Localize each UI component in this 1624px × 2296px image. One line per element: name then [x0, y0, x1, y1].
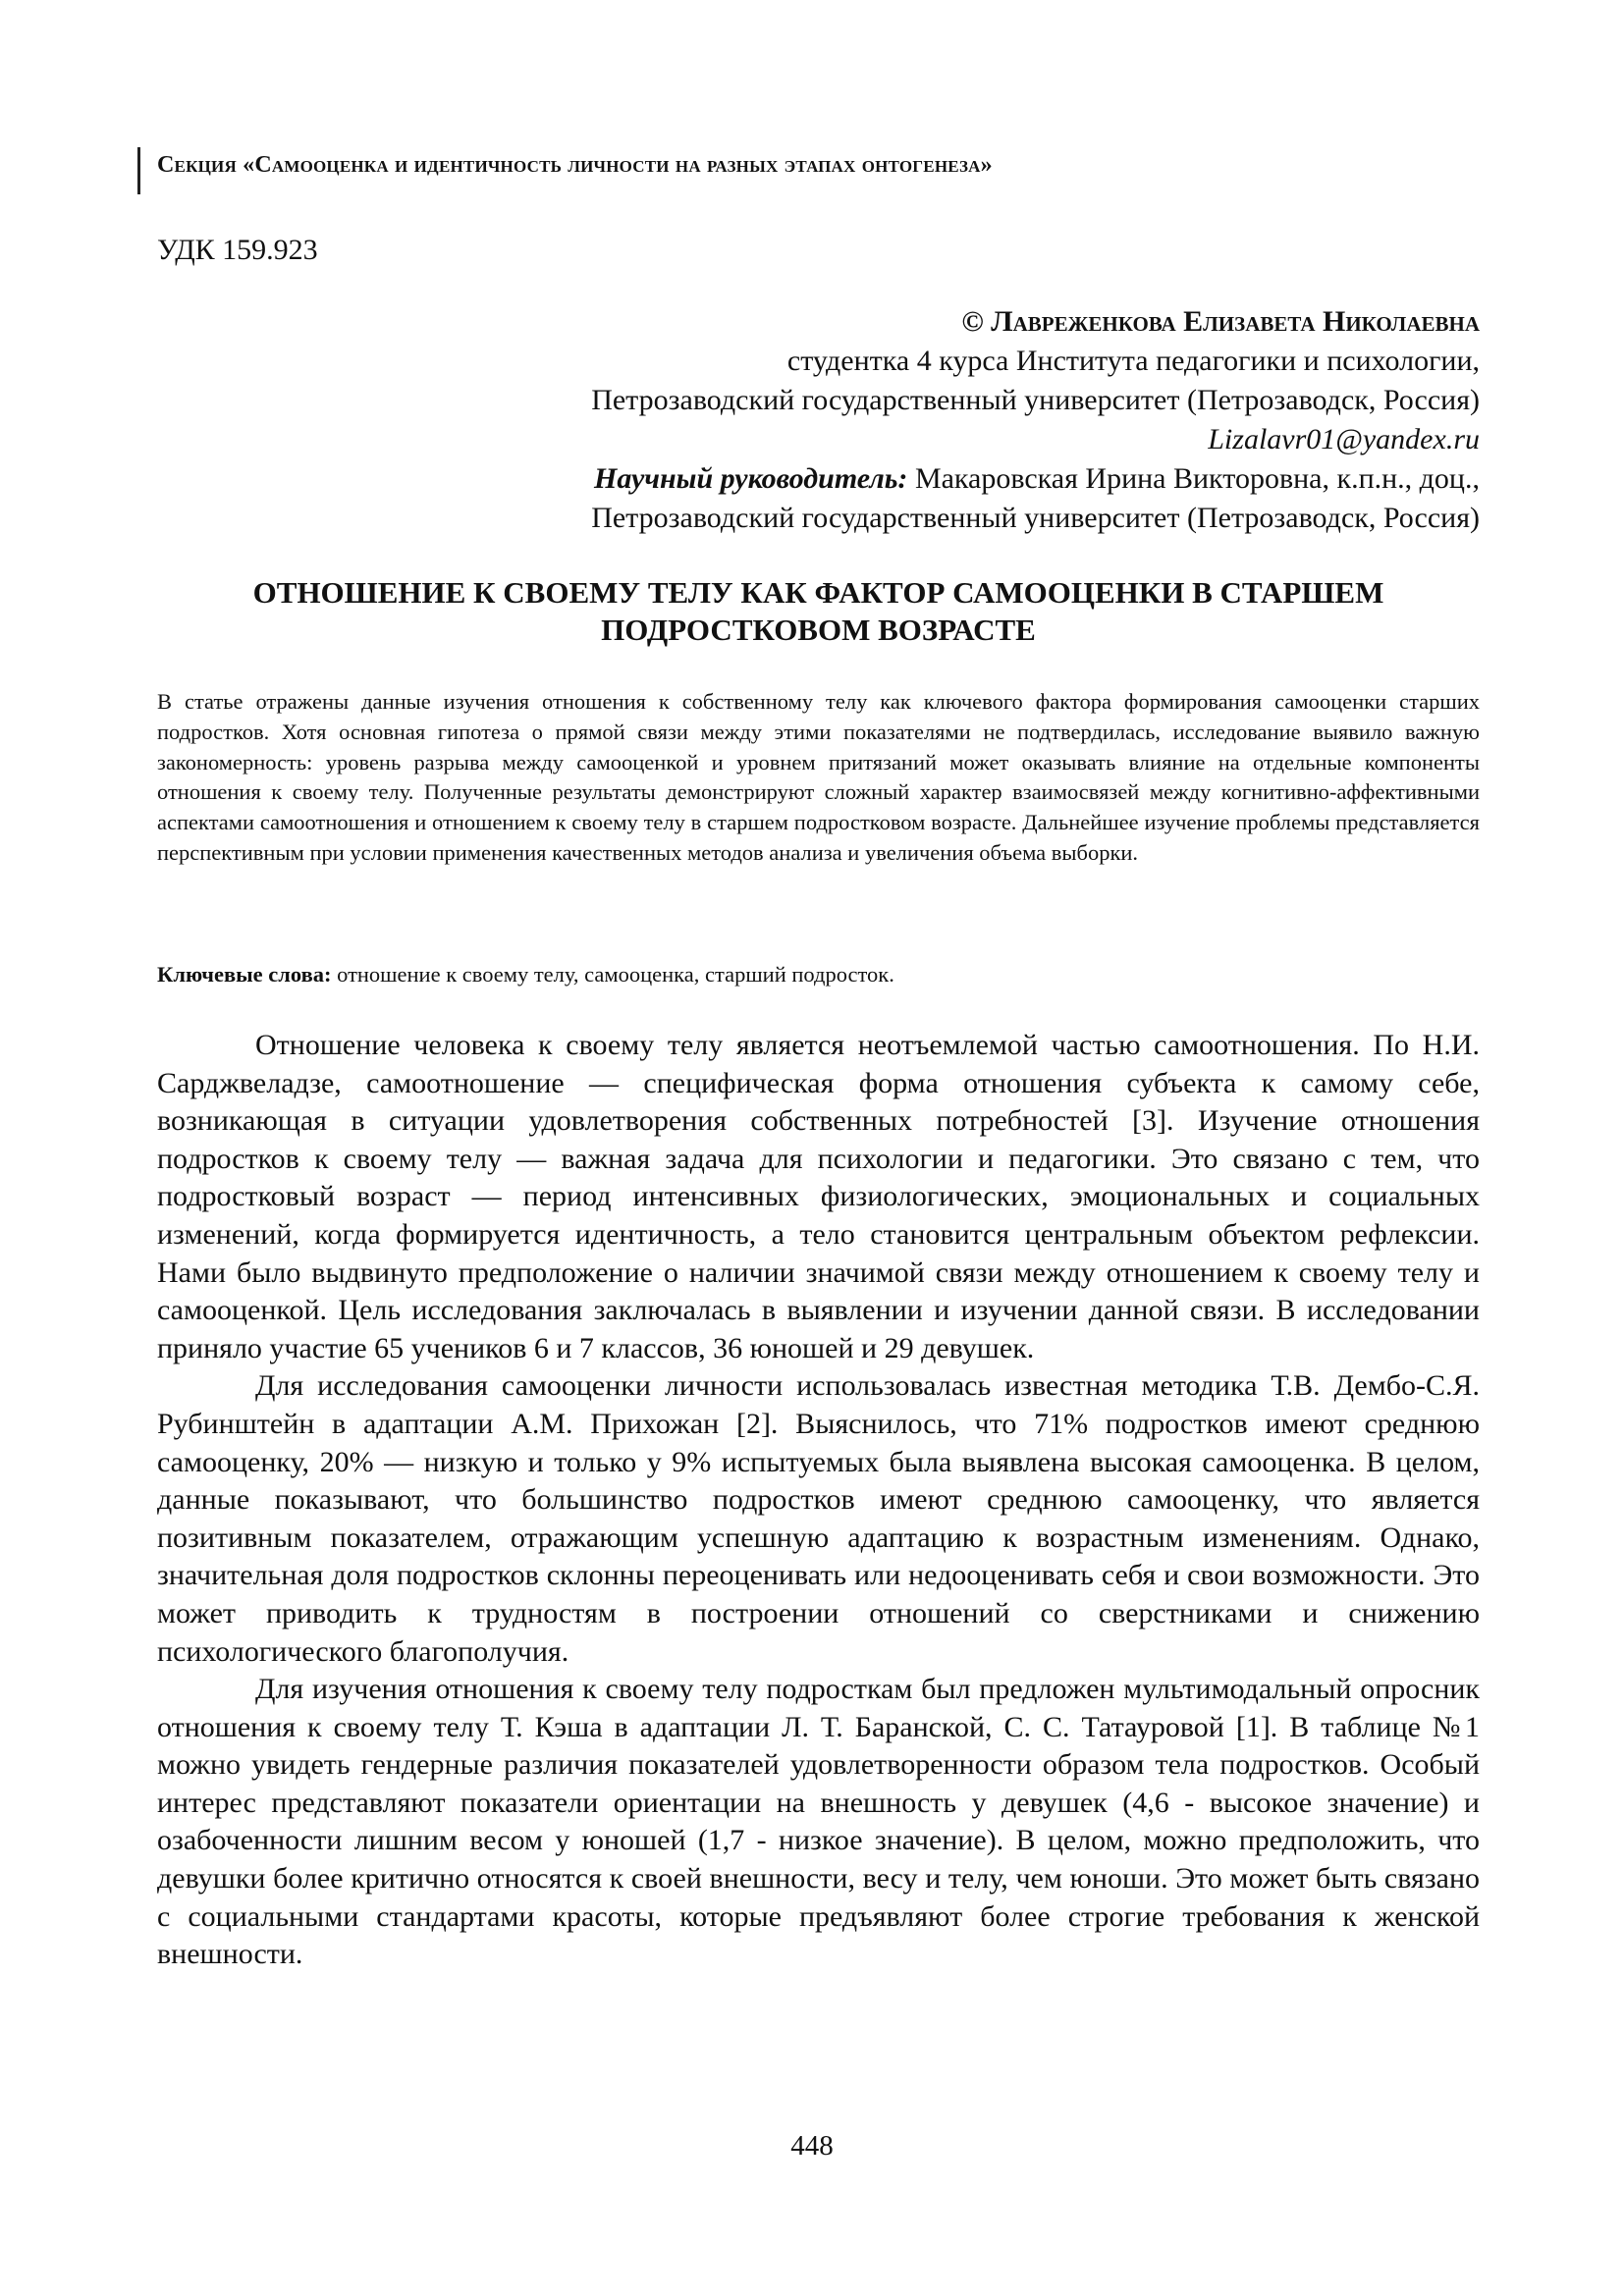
supervisor-line — [301, 459, 1480, 499]
body-paragraph-3: Для изучения отношения к своему телу подросткам был предложен мультимодальный опросник отношения к своему телу Т. Кэша в адаптации Л. Т. Баранской, С. С. Татауровой [1]. В таблице №1 можно увидеть гендерные различия показателей удовлетворенности образом тела подростков. Особый интерес представляют показатели ориентации на внешность у девушек (4,6 - высокое значение) и озабоченности лишним весом у юношей (1,7 - низкое значение). В целом, можно предположить, что девушки более критично относятся к своей внешности, весу и телу, чем юноши. Это может быть связано с социальными стандартами красоты, которые предъявляют более строгие требования к женской внешности. — [157, 1673, 1480, 1971]
author-affiliation: Петрозаводский государственный университет (Петрозаводск, Россия) — [591, 384, 1480, 416]
title-line-1: ОТНОШЕНИЕ К СВОЕМУ ТЕЛУ КАК ФАКТОР САМООЦЕНКИ В СТАРШЕМ — [252, 575, 1384, 610]
title-line-2: ПОДРОСТКОВОМ ВОЗРАСТЕ — [601, 613, 1036, 647]
section-marker — [137, 147, 140, 194]
keywords-label: Ключевые слова: — [157, 962, 332, 987]
supervisor-affiliation: Петрозаводский государственный университет (Петрозаводск, Россия) — [591, 502, 1480, 534]
author-name: © Лавреженкова Елизавета Николаевна — [961, 305, 1480, 338]
body-paragraph-2: Для исследования самооценки личности использовалась известная методика Т.В. Дембо-С.Я. Рубинштейн в адаптации А.М. Прихожан [2]. Выяснилось, что 71% подростков имеют среднюю самооценку, 20% — низкую и только у 9% испытуемых была выявлена высокая самооценка. В целом, данные показывают, что большинство подростков имеют среднюю самооценку, что является позитивным показателем, отражающим успешную адаптацию к возрастным изменениям. Однако, значительная доля подростков склонны переоценивать или недооценивать себя и свои возможности. Это может приводить к трудностям в построении отношений со сверстниками и снижению психологического благополучия. — [157, 1369, 1480, 1668]
supervisor-name: Макаровская Ирина Викторовна, к.п.н., доц., — [914, 462, 1480, 495]
supervisor-label: Научный руководитель: — [594, 462, 908, 495]
author-email[interactable]: Lizalavr01@yandex.ru — [1208, 423, 1480, 455]
udk-code: УДК 159.923 — [157, 234, 318, 266]
body-text — [157, 1027, 1480, 1974]
page-number: 448 — [790, 2130, 834, 2162]
abstract: В статье отражены данные изучения отношения к собственному телу как ключевого фактора формирования самооценки старших подростков. Хотя основная гипотеза о прямой связи между этими показателями не подтвердилась, исследование выявило важную закономерность: уровень разрыва между самооценкой и уровнем притязаний может оказывать влияние на отдельные компоненты отношения к своему телу. Полученные результаты демонстрируют сложный характер взаимосвязей между когнитивно-аффективными аспектами самоотношения и отношением к своему телу в старшем подростковом возрасте. Дальнейшее изучение проблемы представляется перспективным при условии применения качественных методов анализа и увеличения объема выборки. — [157, 689, 1480, 865]
author-block — [301, 302, 1480, 538]
keywords-text: отношение к своему телу, самооценка, старший подросток. — [331, 962, 894, 987]
section-heading: Секция «Самооценка и идентичность личности на разных этапах онтогенеза» — [157, 152, 993, 178]
body-paragraph-1: Отношение человека к своему телу является неотъемлемой частью самоотношения. По Н.И. Сарджвеладзе, самоотношение — специфическая форма отношения субъекта к самому себе, возникающая в ситуации удовлетворения собственных потребностей [3]. Изучение отношения подростков к своему телу — важная задача для психологии и педагогики. Это связано с тем, что подростковый возраст — период интенсивных физиологических, эмоциональных и социальных изменений, когда формируется идентичность, а тело становится центральным объектом рефлексии. Нами было выдвинуто предположение о наличии значимой связи между отношением к своему телу и самооценкой. Цель исследования заключалась в выявлении и изучении данной связи. В исследовании приняло участие 65 учеников 6 и 7 классов, 36 юношей и 29 девушек. — [157, 1029, 1480, 1364]
keywords — [157, 960, 1480, 989]
article-title — [157, 574, 1480, 649]
author-position: студентка 4 курса Института педагогики и психологии, — [786, 345, 1480, 377]
